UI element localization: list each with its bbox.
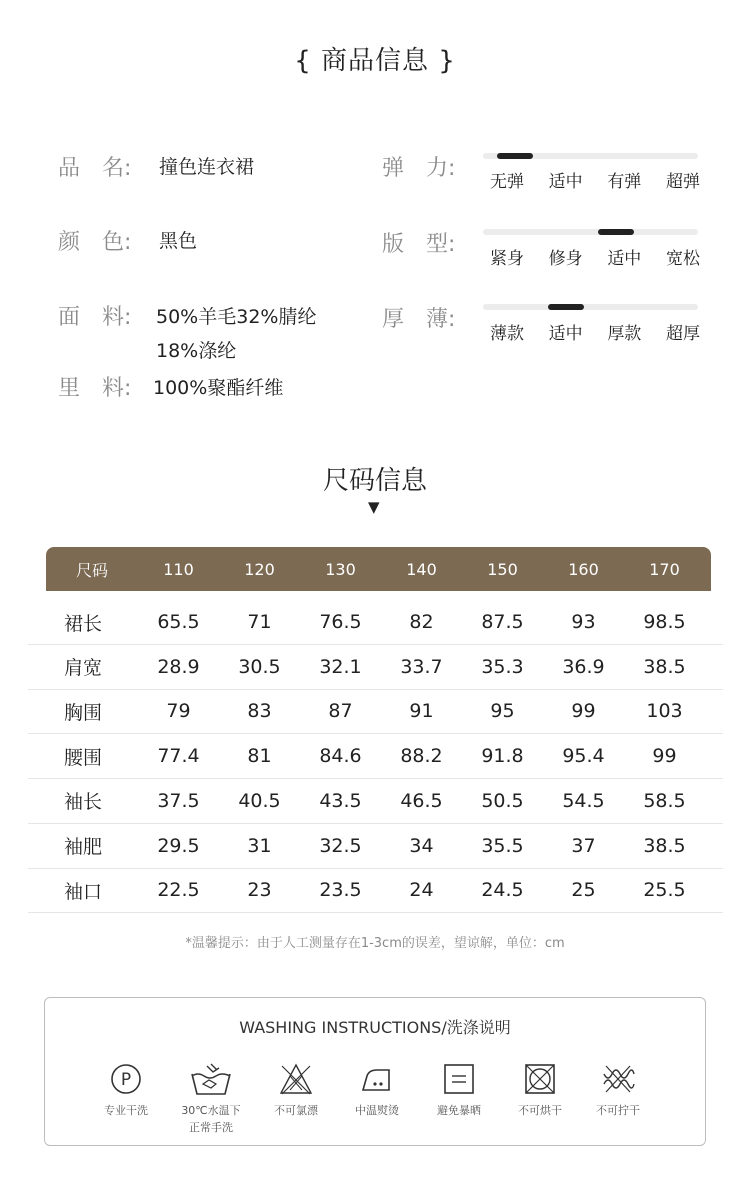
fit-option: 适中: [607, 249, 642, 269]
table-cell: 83: [247, 700, 272, 723]
table-cell: 38.5: [643, 834, 686, 857]
table-cell: 99: [652, 745, 677, 768]
table-cell: 35.3: [481, 655, 524, 678]
table-cell: 24: [409, 879, 434, 902]
table-cell: 99: [571, 700, 596, 723]
size-header-cell: 120: [244, 559, 275, 579]
elasticity-scale-marker: [497, 153, 533, 159]
table-cell: 87: [328, 700, 353, 723]
table-cell: 65.5: [157, 611, 200, 633]
no-tumble-dry-icon: [523, 1062, 557, 1096]
thickness-label: 厚 薄:: [382, 307, 456, 332]
fit-label: 版 型:: [382, 232, 456, 257]
table-cell: 43.5: [319, 789, 362, 812]
table-row: [28, 824, 723, 869]
elasticity-option: 有弹: [607, 172, 642, 192]
fit-option: 宽松: [665, 249, 700, 269]
table-cell: 33.7: [400, 655, 443, 678]
fit-scale-marker: [598, 229, 634, 235]
color-label: 颜 色:: [58, 230, 132, 255]
wash-label: 专业干洗: [104, 1104, 148, 1117]
fit-options: [490, 244, 700, 269]
size-header-cell: 140: [406, 559, 437, 579]
lining-value: 100%聚酯纤维: [153, 377, 284, 399]
table-cell: 82: [409, 611, 434, 633]
wash-item: [419, 1062, 499, 1119]
fabric-value-line1: 50%羊毛32%腈纶: [156, 306, 317, 328]
row-label: 裙长: [63, 612, 102, 635]
fit-option: 修身: [548, 249, 583, 269]
thickness-options: [490, 319, 700, 344]
table-cell: 77.4: [157, 745, 200, 768]
name-label: 品 名:: [58, 156, 132, 181]
hand-wash-icon: [189, 1062, 233, 1096]
thickness-scale: [483, 304, 698, 310]
elasticity-scale: [483, 153, 698, 159]
table-cell: 91.8: [481, 745, 524, 768]
table-cell: 76.5: [319, 611, 362, 633]
table-cell: 30.5: [238, 655, 281, 678]
wash-item: [171, 1062, 251, 1136]
size-header-cell: 170: [649, 559, 680, 579]
table-cell: 40.5: [238, 789, 281, 812]
size-header-cell: 150: [487, 559, 518, 579]
wash-label: 不可氯漂: [274, 1104, 318, 1117]
table-cell: 84.6: [319, 745, 362, 768]
size-header-cell: 160: [568, 559, 599, 579]
row-label: 胸围: [63, 701, 102, 724]
wash-label: 不可烘干: [518, 1104, 562, 1117]
table-cell: 29.5: [157, 834, 200, 857]
table-cell: 25: [571, 879, 596, 902]
wash-item: [337, 1062, 417, 1119]
table-cell: 50.5: [481, 789, 524, 812]
wash-label: 避免暴晒: [437, 1104, 481, 1117]
dry-clean-icon: [109, 1062, 143, 1096]
row-label: 袖长: [63, 791, 102, 814]
no-wring-icon: [600, 1062, 636, 1096]
table-cell: 37.5: [157, 789, 200, 812]
elasticity-option: 适中: [548, 172, 583, 192]
washing-title: WASHING INSTRUCTIONS/洗涤说明: [239, 1018, 511, 1037]
thickness-option: 超厚: [665, 324, 700, 344]
elasticity-label: 弹 力:: [382, 156, 456, 181]
table-cell: 23.5: [319, 879, 362, 902]
table-cell: 88.2: [400, 745, 443, 768]
table-row: [28, 600, 723, 645]
table-cell: 24.5: [481, 879, 524, 902]
shade-dry-icon: [442, 1062, 476, 1096]
color-value: 黑色: [159, 230, 198, 252]
fabric-value-line2: 18%涤纶: [156, 340, 237, 362]
table-cell: 28.9: [157, 655, 200, 678]
wash-label-line: 正常手洗: [189, 1121, 233, 1134]
fit-option: 紧身: [490, 249, 524, 269]
table-cell: 71: [247, 611, 272, 633]
table-cell: 36.9: [562, 655, 605, 678]
thickness-option: 薄款: [490, 324, 524, 344]
table-cell: 58.5: [643, 789, 686, 812]
size-table-header: [46, 547, 711, 591]
table-cell: 32.5: [319, 834, 362, 857]
table-cell: 32.1: [319, 655, 362, 678]
table-cell: 95: [490, 700, 515, 723]
elasticity-option: 无弹: [490, 172, 524, 192]
fabric-label: 面 料:: [58, 305, 132, 330]
table-row: [28, 734, 723, 779]
table-row: [28, 779, 723, 824]
fit-scale: [483, 229, 698, 235]
table-cell: 87.5: [481, 611, 524, 633]
table-row: [28, 868, 723, 913]
measurement-note: *温馨提示：由于人工测量存在1-3cm的误差，望谅解，单位：cm: [185, 936, 565, 951]
elasticity-options: [490, 167, 700, 192]
thickness-scale-marker: [548, 304, 584, 310]
table-cell: 46.5: [400, 789, 443, 812]
size-section-title: 尺码信息: [322, 466, 427, 496]
down-arrow-icon: ▼: [368, 498, 380, 516]
row-label: 袖肥: [63, 836, 102, 858]
row-label: 腰围: [63, 746, 102, 769]
table-cell: 25.5: [643, 879, 686, 902]
size-header-cell: 110: [163, 559, 194, 579]
wash-label: [171, 1102, 251, 1136]
table-row: [28, 689, 723, 734]
table-cell: 23: [247, 879, 272, 902]
table-cell: 38.5: [643, 655, 686, 678]
name-value: 撞色连衣裙: [159, 156, 255, 178]
table-row: [28, 645, 723, 690]
wash-item: [578, 1062, 658, 1119]
table-cell: 31: [247, 834, 272, 857]
svg-text:P: P: [120, 1070, 132, 1090]
elasticity-option: 超弹: [665, 172, 700, 192]
table-cell: 93: [571, 611, 596, 633]
table-cell: 91: [409, 700, 434, 723]
iron-medium-icon: [359, 1062, 395, 1096]
size-header-cell: 尺码: [75, 560, 108, 580]
table-cell: 103: [646, 700, 683, 723]
table-cell: 95.4: [562, 745, 605, 768]
page-title: { 商品信息 }: [294, 46, 456, 76]
washing-instructions-panel: [44, 997, 706, 1146]
wash-label: 中温熨烫: [355, 1104, 399, 1117]
no-bleach-icon: [278, 1062, 314, 1096]
table-cell: 98.5: [643, 611, 686, 633]
thickness-option: 适中: [548, 324, 583, 344]
table-cell: 35.5: [481, 834, 524, 857]
table-cell: 22.5: [157, 879, 200, 902]
table-cell: 81: [247, 745, 272, 768]
lining-label: 里 料:: [58, 376, 132, 401]
table-cell: 79: [166, 700, 191, 723]
wash-item: [86, 1062, 166, 1119]
thickness-option: 厚款: [607, 324, 642, 344]
wash-label-line: 30℃水温下: [181, 1104, 241, 1117]
row-label: 袖口: [63, 880, 102, 903]
row-label: 肩宽: [63, 657, 102, 680]
table-cell: 54.5: [562, 789, 605, 812]
wash-item: [500, 1062, 580, 1119]
wash-item: [256, 1062, 336, 1119]
table-cell: 37: [571, 834, 596, 857]
wash-label: 不可拧干: [596, 1104, 640, 1117]
table-cell: 34: [409, 834, 434, 857]
size-header-cell: 130: [325, 559, 356, 579]
